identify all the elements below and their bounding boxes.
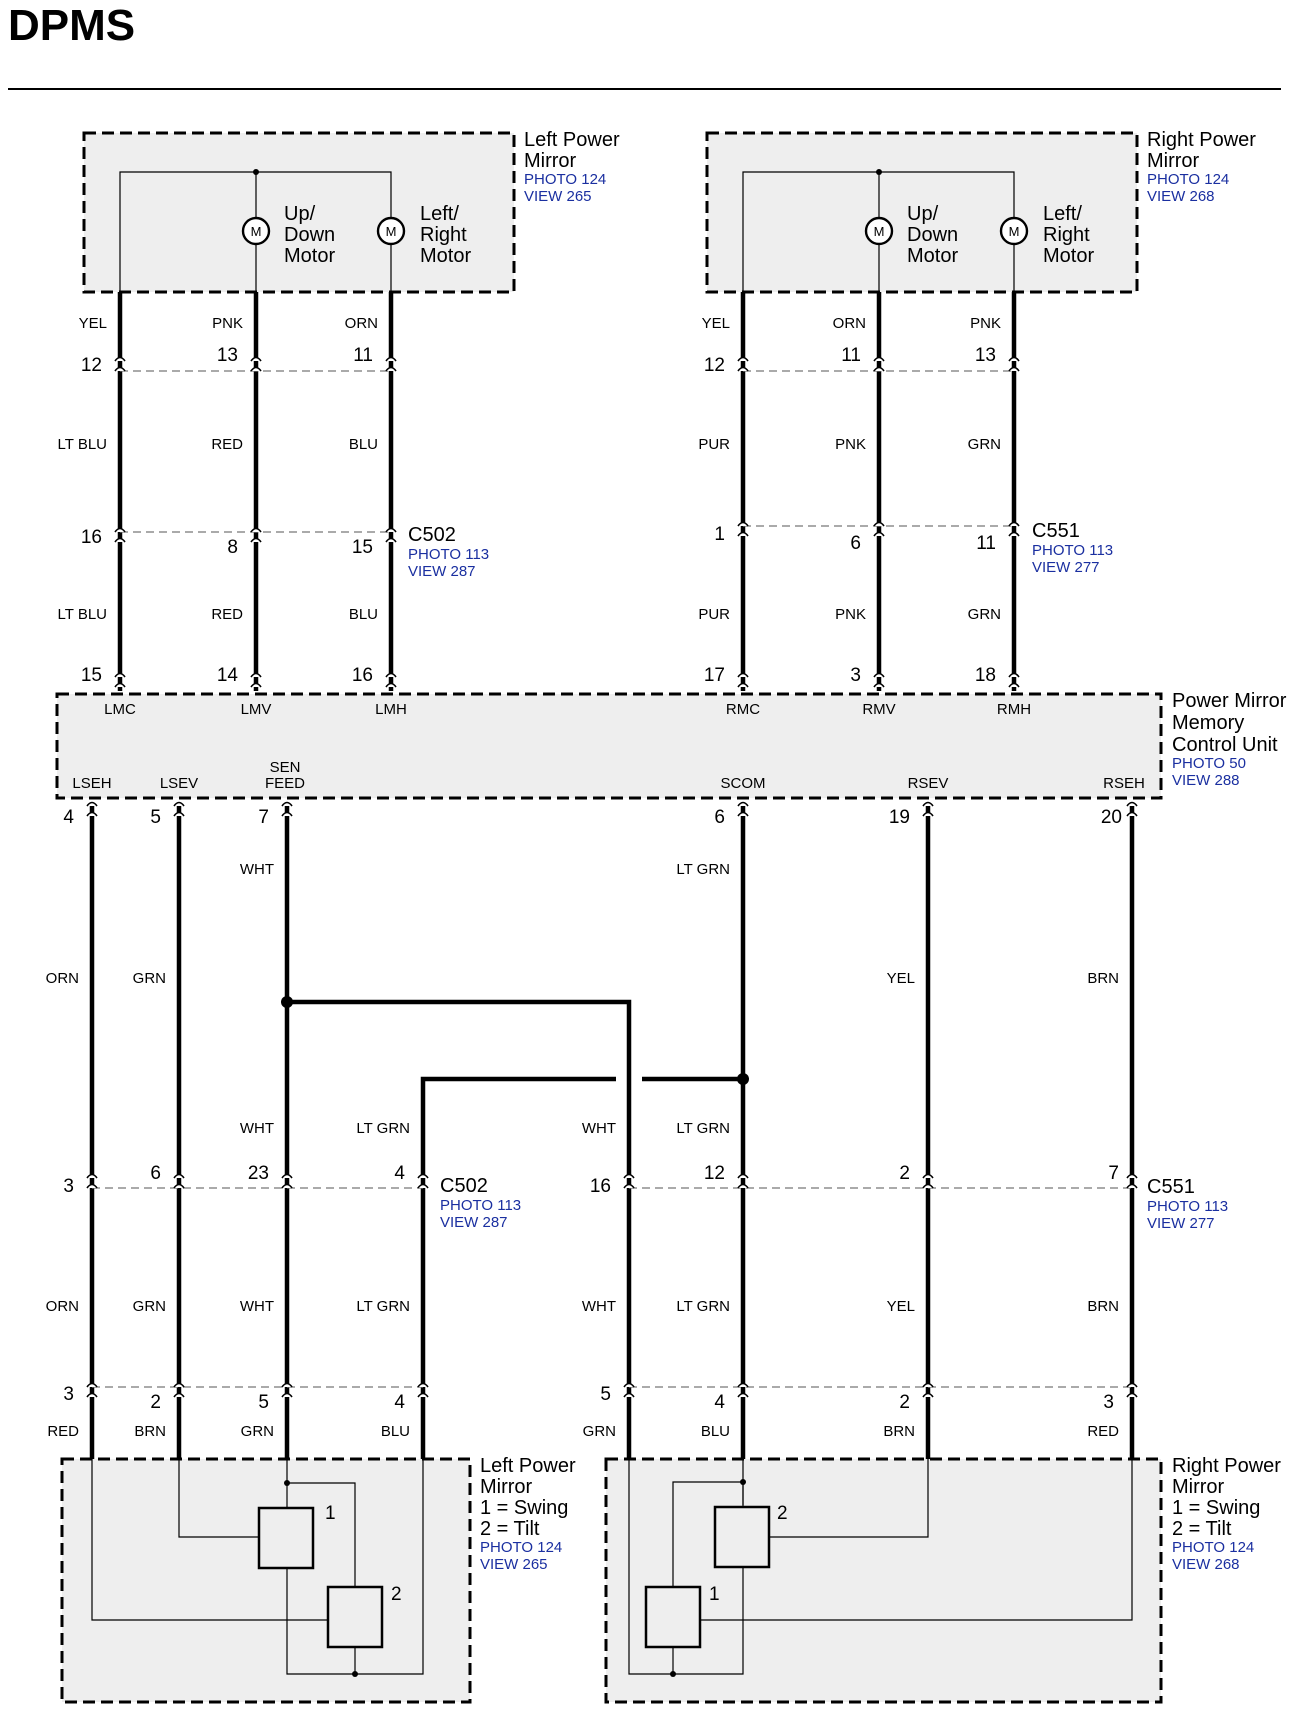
wire-color-label: LT GRN bbox=[356, 1120, 410, 1137]
pin-number: 19 bbox=[888, 807, 910, 828]
wire-color-label: RED bbox=[211, 606, 243, 623]
pin-number: 5 bbox=[258, 1392, 269, 1413]
pin-number: 2 bbox=[899, 1163, 910, 1184]
left-power-mirror-top bbox=[84, 129, 625, 292]
wire-color-label: BLU bbox=[348, 436, 378, 453]
tilt-sensor bbox=[328, 1587, 382, 1647]
pin-number: 11 bbox=[976, 533, 996, 554]
component-name: Left Power Mirror 1 = Swing 2 = Tilt bbox=[480, 1455, 576, 1540]
svg-text:C502: C502 bbox=[408, 524, 456, 546]
connector-c551-lower bbox=[1147, 1176, 1228, 1232]
wire-color-label: WHT bbox=[239, 861, 274, 878]
pin-number: 3 bbox=[850, 665, 861, 686]
swing-sensor bbox=[259, 1508, 313, 1568]
wire-color-label: YEL bbox=[701, 315, 730, 332]
connector-c551-upper bbox=[1032, 520, 1113, 576]
motor-symbol: M bbox=[250, 224, 262, 239]
wire-color-label: LT GRN bbox=[676, 861, 730, 878]
lower-pin-numbers bbox=[63, 1163, 1119, 1413]
upper-wires bbox=[115, 292, 1019, 691]
pin-number: 3 bbox=[1103, 1392, 1114, 1413]
pin-number: 7 bbox=[258, 807, 269, 828]
svg-text:C502: C502 bbox=[440, 1175, 488, 1197]
pin-number: 3 bbox=[63, 1176, 74, 1197]
component-ref: PHOTO 124 VIEW 268 bbox=[1147, 171, 1230, 205]
tilt-sensor bbox=[715, 1507, 769, 1567]
pin-number: 14 bbox=[216, 665, 238, 686]
signal-label: LMC bbox=[104, 701, 136, 718]
component-name: Left Power Mirror bbox=[524, 129, 620, 172]
wire-color-label: BRN bbox=[1087, 1298, 1119, 1315]
wire-color-label: ORN bbox=[832, 315, 866, 332]
pin-number: 6 bbox=[850, 533, 861, 554]
wire-color-label: LT GRN bbox=[356, 1298, 410, 1315]
right-power-mirror-bottom bbox=[606, 1455, 1287, 1702]
pin-number: 12 bbox=[703, 1163, 725, 1184]
wire-color-label: PNK bbox=[212, 315, 243, 332]
pin-number: 13 bbox=[216, 345, 238, 366]
wire-color-label: BLU bbox=[380, 1423, 410, 1440]
signal-label: LMH bbox=[375, 701, 407, 718]
wire-color-label: WHT bbox=[581, 1298, 616, 1315]
pin-number: 2 bbox=[899, 1392, 910, 1413]
pin-number: 17 bbox=[703, 665, 725, 686]
wire-color-label: LT GRN bbox=[676, 1298, 730, 1315]
pin-number: 20 bbox=[1100, 807, 1122, 828]
pin-number: 12 bbox=[80, 355, 102, 376]
lower-unit-pins bbox=[63, 807, 1122, 828]
component-ref: PHOTO 50 VIEW 288 bbox=[1172, 755, 1246, 789]
wire-color-label: BRN bbox=[134, 1423, 166, 1440]
wire-color-label: LT GRN bbox=[676, 1120, 730, 1137]
pin-number: 6 bbox=[150, 1163, 161, 1184]
wire-color-label: ORN bbox=[45, 1298, 79, 1315]
wire-color-label: GRN bbox=[132, 1298, 166, 1315]
pin-number: 5 bbox=[150, 807, 161, 828]
signal-label: SCOM bbox=[720, 775, 766, 792]
wire-color-label: RED bbox=[47, 1423, 79, 1440]
wire-color-label: PNK bbox=[835, 606, 866, 623]
pin-number: 4 bbox=[394, 1392, 405, 1413]
sensor-label: 2 bbox=[777, 1503, 788, 1524]
updown-motor-label: Up/ Down Motor bbox=[907, 203, 959, 267]
wire-color-label: ORN bbox=[45, 970, 79, 987]
upper-pin-numbers bbox=[81, 345, 996, 686]
wire-color-label: BRN bbox=[883, 1423, 915, 1440]
component-name: Power Mirror Memory Control Unit bbox=[1172, 690, 1287, 756]
pin-number: 15 bbox=[80, 665, 102, 686]
pin-number: 7 bbox=[1108, 1163, 1119, 1184]
pin-number: 2 bbox=[150, 1392, 161, 1413]
wire-color-label: BLU bbox=[700, 1423, 730, 1440]
wire-color-label: LT BLU bbox=[57, 436, 107, 453]
signal-label-sen-feed: SEN FEED bbox=[264, 759, 306, 792]
signal-label: LSEV bbox=[159, 775, 199, 792]
pin-number: 11 bbox=[841, 345, 861, 366]
pin-number: 11 bbox=[353, 345, 373, 366]
pin-number: 3 bbox=[63, 1384, 74, 1405]
signal-label: LSEH bbox=[72, 775, 112, 792]
svg-text:C551: C551 bbox=[1032, 520, 1080, 542]
svg-text:PHOTO 113VIEW 287: PHOTO 113 VIEW 287 bbox=[440, 1197, 522, 1231]
connector-c502-upper bbox=[408, 524, 489, 580]
wire-color-label: WHT bbox=[239, 1120, 274, 1137]
sensor-label: 1 bbox=[709, 1584, 720, 1605]
svg-text:PHOTO 113VIEW 277: PHOTO 113 VIEW 277 bbox=[1147, 1198, 1229, 1232]
leftright-motor-label: Left/ Right Motor bbox=[1043, 203, 1095, 267]
pin-number: 1 bbox=[714, 524, 725, 545]
wire-color-label: LT BLU bbox=[57, 606, 107, 623]
updown-motor-label: Up/ Down Motor bbox=[284, 203, 336, 267]
swing-sensor bbox=[646, 1587, 700, 1647]
leftright-motor-label: Left/ Right Motor bbox=[420, 203, 472, 267]
component-ref: PHOTO 124 VIEW 268 bbox=[1172, 1539, 1255, 1573]
wire-color-label: GRN bbox=[582, 1423, 616, 1440]
right-power-mirror-top bbox=[707, 129, 1262, 292]
pin-number: 5 bbox=[600, 1384, 611, 1405]
wire-color-label: GRN bbox=[132, 970, 166, 987]
wire-color-label: BLU bbox=[348, 606, 378, 623]
wire-color-label: PNK bbox=[970, 315, 1001, 332]
wire-color-label: GRN bbox=[967, 606, 1001, 623]
signal-label: LMV bbox=[240, 701, 272, 718]
motor-symbol: M bbox=[873, 224, 885, 239]
connector-c502-lower bbox=[440, 1175, 521, 1231]
wire-color-label: BRN bbox=[1087, 970, 1119, 987]
power-mirror-memory-control-unit bbox=[57, 690, 1292, 798]
wire-color-label: YEL bbox=[78, 315, 107, 332]
wire-color-label: PUR bbox=[698, 606, 730, 623]
component-ref: PHOTO 124 VIEW 265 bbox=[480, 1539, 563, 1573]
pin-number: 16 bbox=[351, 665, 373, 686]
signal-label: RMV bbox=[862, 701, 896, 718]
signal-label: RSEH bbox=[1103, 775, 1145, 792]
svg-text:C551: C551 bbox=[1147, 1176, 1195, 1198]
page-title: DPMS bbox=[8, 1, 136, 50]
pin-number: 16 bbox=[589, 1176, 611, 1197]
wire-color-label: PNK bbox=[835, 436, 866, 453]
wire-color-label: GRN bbox=[967, 436, 1001, 453]
signal-label: RMC bbox=[725, 701, 761, 718]
wire-color-label: YEL bbox=[886, 1298, 915, 1315]
pin-number: 4 bbox=[394, 1163, 405, 1184]
wire-color-label: YEL bbox=[886, 970, 915, 987]
svg-text:PHOTO 113VIEW 287: PHOTO 113 VIEW 287 bbox=[408, 546, 490, 580]
pin-number: 8 bbox=[227, 537, 238, 558]
sensor-label: 1 bbox=[325, 1503, 336, 1524]
wire-color-label: PUR bbox=[698, 436, 730, 453]
lower-wire-labels bbox=[46, 861, 1120, 1440]
motor-symbol: M bbox=[385, 224, 397, 239]
wire-color-label: GRN bbox=[240, 1423, 274, 1440]
wire-color-label: RED bbox=[1087, 1423, 1119, 1440]
wire-color-label: RED bbox=[211, 436, 243, 453]
pin-number: 4 bbox=[714, 1392, 725, 1413]
pin-number: 4 bbox=[63, 807, 74, 828]
pin-number: 12 bbox=[703, 355, 725, 376]
sensor-label: 2 bbox=[391, 1584, 402, 1605]
pin-number: 6 bbox=[714, 807, 725, 828]
pin-number: 23 bbox=[247, 1163, 269, 1184]
component-ref: PHOTO 124 VIEW 265 bbox=[524, 171, 607, 205]
wire-color-label: ORN bbox=[344, 315, 378, 332]
wire-color-label: WHT bbox=[581, 1120, 616, 1137]
wire-color-label: WHT bbox=[239, 1298, 274, 1315]
component-name: Right Power Mirror bbox=[1147, 129, 1256, 172]
svg-text:PHOTO 113VIEW 277: PHOTO 113 VIEW 277 bbox=[1032, 542, 1114, 576]
signal-label: RMH bbox=[996, 701, 1032, 718]
left-power-mirror-bottom bbox=[62, 1455, 581, 1702]
signal-label: RSEV bbox=[907, 775, 949, 792]
pin-number: 18 bbox=[974, 665, 996, 686]
pin-number: 15 bbox=[351, 537, 373, 558]
pin-number: 13 bbox=[974, 345, 996, 366]
pin-number: 16 bbox=[80, 527, 102, 548]
component-name: Right Power Mirror 1 = Swing 2 = Tilt bbox=[1172, 1455, 1281, 1540]
motor-symbol: M bbox=[1008, 224, 1020, 239]
